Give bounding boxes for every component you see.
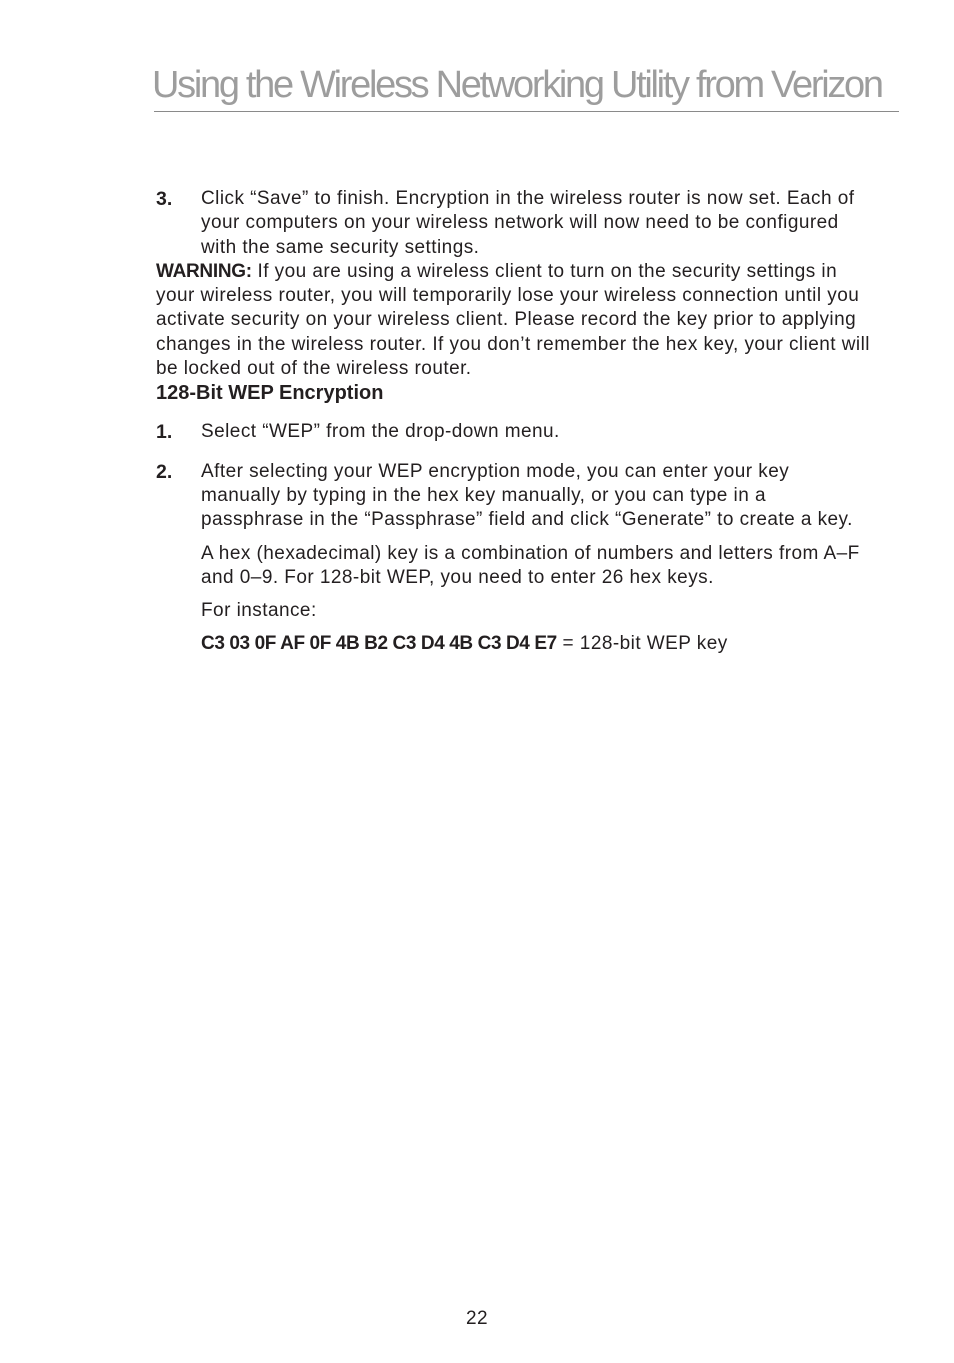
step-3-text: Click “Save” to finish. Encryption in the wireless router is now set. Each of your computers on your wireless network will now need to be configured with the same security settings. (201, 188, 855, 258)
example-hex-key: C3 03 0F AF 0F 4B B2 C3 D4 4B C3 D4 E7 (201, 633, 557, 655)
page-content (156, 187, 871, 657)
example-key-suffix: = 128-bit WEP key (556, 633, 728, 655)
step-1 (156, 420, 871, 444)
page-header-title: Using the Wireless Networking Utility from Verizon (152, 64, 882, 106)
step-1-text: Select “WEP” from the drop-down menu. (201, 421, 560, 443)
step-2-text: After selecting your WEP encryption mode, you can enter your key manually by typing in the hex key manually, or you can type in a passphrase in the “Passphrase” field and click “Generate” to create a key. (201, 460, 853, 531)
step-3-number: 3. (156, 188, 173, 210)
page-number: 22 (466, 1308, 488, 1329)
warning-paragraph (156, 260, 871, 381)
warning-text: If you are using a wireless client to turn on the security settings in your wireless router, you will temporarily lose your wireless connection until you activate security on your wireless client. Please record the key prior to applying changes in the wireless router. If you don’t remember the hex key, your client will be locked out of the wireless router. (156, 260, 870, 380)
header-divider (154, 111, 899, 112)
hex-explanation: A hex (hexadecimal) key is a combination of numbers and letters from A–F and 0–9. For 128-bit WEP, you need to enter 26 hex keys. (201, 542, 860, 588)
step-2-number: 2. (156, 460, 173, 483)
step-1-number: 1. (156, 421, 173, 444)
warning-label: WARNING: (156, 260, 252, 282)
section-heading: 128-Bit WEP Encryption (156, 382, 384, 405)
step-3 (156, 187, 871, 260)
step-2 (156, 460, 871, 657)
for-instance-label: For instance: (201, 600, 317, 622)
example-key-line (201, 632, 871, 656)
